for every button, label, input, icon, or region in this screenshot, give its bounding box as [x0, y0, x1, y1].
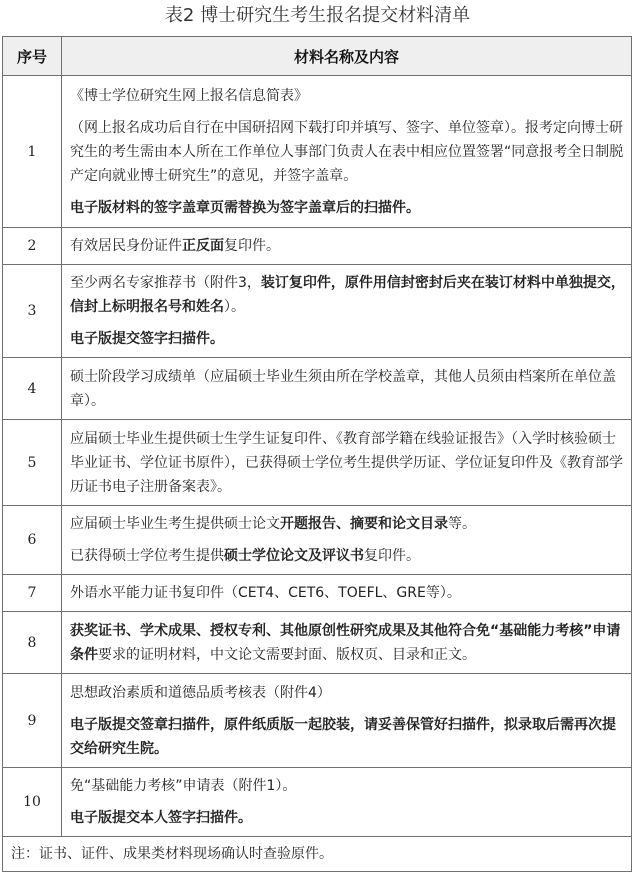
row-text: （网上报名成功后自行在中国研招网下载打印并填写、签字、单位签章）。报考定向博士研究生的考生需由本人所在工作单位人事部门负责人在表中相应位置签署“同意报考全日制脱产定向就业博士研究生”的意见，并签字盖章。 — [70, 119, 624, 184]
row-text: 有效居民身份证件 — [70, 238, 182, 254]
note-row — [3, 837, 632, 872]
header-no: 序号 — [3, 37, 62, 76]
row-text: 已获得硕士学位考生提供 — [70, 548, 224, 564]
row-text: 《博士学位研究生网上报名信息简表》 — [70, 87, 308, 104]
row-number: 4 — [3, 358, 62, 420]
row-text: 要求的证明材料，中文论文需要封面、版权页、目录和正文。 — [98, 646, 476, 663]
row-content — [62, 506, 632, 575]
row-number: 6 — [3, 506, 62, 575]
table-row — [3, 228, 632, 265]
row-text: 思想政治素质和道德品质考核表（附件4） — [70, 684, 331, 701]
table-row — [3, 768, 632, 837]
table-row — [3, 674, 632, 768]
row-content: 应届硕士毕业生提供硕士生学生证复印件、《教育部学籍在线验证报告》（入学时核验硕士毕业证书、学位证书原件），已获得硕士学位考生提供学历证、学位证复印件及《教育部学历证书电子注册备案表》。 — [62, 420, 632, 506]
row-number: 9 — [3, 674, 62, 768]
row-text: 至少两名专家推荐书（附件3， — [70, 275, 261, 291]
row-text: 复印件。 — [364, 548, 420, 564]
table-row — [3, 358, 632, 420]
row-number: 7 — [3, 575, 62, 612]
table-title: 表2 博士研究生考生报名提交材料清单 — [164, 5, 471, 26]
table-row — [3, 265, 632, 358]
row-paragraph — [70, 271, 625, 319]
row-text-bold: 电子版材料的签字盖章页需替换为签字盖章后的扫描件。 — [70, 199, 420, 216]
row-text: 应届硕士毕业生考生提供硕士论文 — [70, 516, 280, 532]
materials-table — [2, 36, 632, 872]
row-content — [62, 76, 632, 228]
table-row — [3, 76, 632, 228]
row-text-bold: 开题报告、摘要和论文目录 — [280, 516, 448, 532]
table-row — [3, 506, 632, 575]
row-number: 1 — [3, 76, 62, 228]
row-text-bold: 获奖证书、学术成果、授权专利、其他原创性研究成果及其他符合免“基础能力考核”申请条件 — [70, 622, 621, 663]
table-row — [3, 612, 632, 674]
row-number: 5 — [3, 420, 62, 506]
row-text: 复印件。 — [224, 238, 280, 254]
row-number: 8 — [3, 612, 62, 674]
row-paragraph — [70, 544, 625, 568]
table-row — [3, 575, 632, 612]
row-text-bold: 硕士学位论文及评议书 — [224, 548, 364, 564]
row-text: 等。 — [448, 516, 476, 532]
row-content: 硕士阶段学习成绩单（应届硕士毕业生须由所在学校盖章，其他人员须由档案所在单位盖章）。 — [62, 358, 632, 420]
row-content — [62, 265, 632, 358]
row-paragraph — [70, 512, 625, 536]
header-content: 材料名称及内容 — [62, 37, 632, 76]
row-text-bold: 正反面 — [182, 238, 224, 254]
row-content: 外语水平能力证书复印件（CET4、CET6、TOEFL、GRE等）。 — [62, 575, 632, 612]
row-text-bold: 电子版提交本人签字扫描件。 — [70, 810, 252, 826]
table-note: 注：证书、证件、成果类材料现场确认时查验原件。 — [3, 837, 632, 872]
row-content — [62, 674, 632, 768]
row-content — [62, 228, 632, 265]
header-row — [3, 37, 632, 76]
row-number: 10 — [3, 768, 62, 837]
row-number: 3 — [3, 265, 62, 358]
row-text-bold: 装订复印件，原件用信封密封后夹在装订材料中单独提交，信封上标明报名号和姓名 — [70, 275, 625, 315]
row-content — [62, 612, 632, 674]
row-text-bold: 电子版提交签字扫描件。 — [70, 331, 224, 347]
row-text: 免“基础能力考核”申请表（附件1）。 — [70, 778, 297, 794]
row-text-bold: 电子版提交签章扫描件，原件纸质版一起胶装，请妥善保管好扫描件，拟录取后需再次提交给研究生院。 — [70, 716, 616, 757]
row-content — [62, 768, 632, 837]
row-text: ）。 — [224, 299, 245, 315]
row-number: 2 — [3, 228, 62, 265]
table-row — [3, 420, 632, 506]
